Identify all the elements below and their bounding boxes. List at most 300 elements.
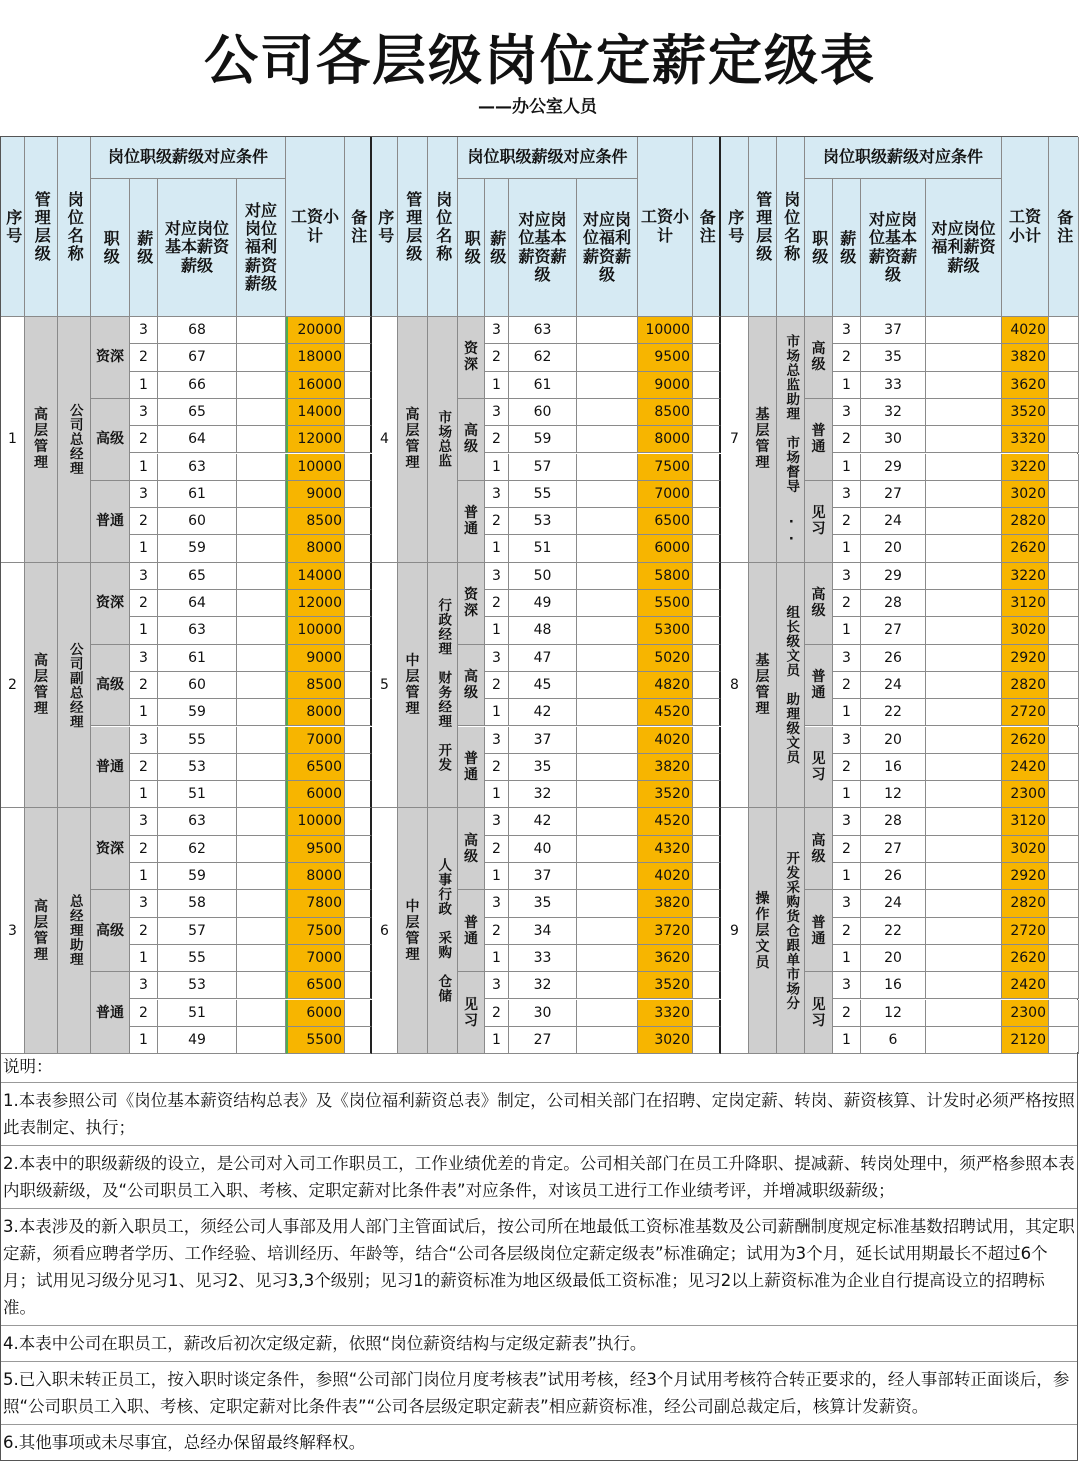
salary-cell: 2920 [1002, 863, 1049, 890]
grade-label: 资深 [458, 317, 485, 399]
welfare-grade-cell [577, 481, 638, 508]
step-cell: 1 [833, 863, 861, 890]
welfare-grade-cell [577, 508, 638, 535]
step-cell: 3 [130, 890, 158, 917]
grade-label: 高级 [458, 808, 485, 890]
note-cell [345, 535, 372, 562]
step-cell: 1 [833, 781, 861, 808]
base-grade-cell: 28 [861, 590, 926, 617]
note-cell [693, 972, 721, 999]
note-cell [1049, 808, 1079, 835]
step-cell: 3 [485, 890, 509, 917]
welfare-grade-cell [237, 808, 286, 835]
position-seq: 6 [372, 808, 398, 1054]
welfare-grade-cell [577, 617, 638, 644]
salary-cell: 4020 [1002, 317, 1049, 344]
base-grade-cell: 61 [158, 481, 237, 508]
welfare-grade-cell [926, 1000, 1002, 1027]
base-grade-cell: 24 [861, 508, 926, 535]
welfare-grade-cell [577, 344, 638, 371]
welfare-grade-cell [237, 672, 286, 699]
position-level: 高层管理 [25, 563, 58, 809]
base-grade-cell: 55 [158, 727, 237, 754]
salary-cell: 4820 [638, 672, 693, 699]
salary-cell: 3020 [638, 1027, 693, 1054]
base-grade-cell: 59 [158, 535, 237, 562]
welfare-grade-cell [577, 863, 638, 890]
grade-label: 见习 [458, 972, 485, 1054]
salary-cell: 2820 [1002, 672, 1049, 699]
salary-cell: 6000 [286, 781, 345, 808]
note-cell [1049, 563, 1079, 590]
base-grade-cell: 61 [509, 372, 577, 399]
step-cell: 1 [485, 945, 509, 972]
salary-cell: 2420 [1002, 972, 1049, 999]
note-cell [693, 617, 721, 644]
note-cell [345, 727, 372, 754]
salary-cell: 8000 [286, 699, 345, 726]
step-cell: 3 [833, 972, 861, 999]
step-cell: 1 [130, 699, 158, 726]
position-name: 行政经理 财务经理 开发 [428, 563, 458, 809]
position-name: 公司副总经理 [58, 563, 91, 809]
grade-label: 高级 [458, 399, 485, 481]
note-cell [345, 481, 372, 508]
base-grade-cell: 27 [509, 1027, 577, 1054]
welfare-grade-cell [237, 1000, 286, 1027]
step-cell: 3 [485, 972, 509, 999]
step-cell: 2 [485, 508, 509, 535]
salary-cell: 14000 [286, 399, 345, 426]
base-grade-cell: 30 [861, 426, 926, 453]
note-item-2: 2.本表中的职级薪级的设立，是公司对入司工作职员工，工作业绩优差的肯定。公司相关部门在员工升降职、提减薪、转岗处理中，须严格参照本表内职级薪级，及“公司职员工入职、考核、定职定薪对比条件表”对应条件，对该员工进行工作业绩考评，并增减职级薪级； [1, 1146, 1077, 1209]
grade-label: 资深 [91, 317, 130, 399]
step-cell: 3 [833, 481, 861, 508]
note-cell [1049, 672, 1079, 699]
note-cell [345, 454, 372, 481]
note-cell [1049, 426, 1079, 453]
note-cell [345, 1027, 372, 1054]
salary-cell: 8500 [638, 399, 693, 426]
note-cell [1049, 918, 1079, 945]
grade-label: 普通 [458, 890, 485, 972]
salary-cell: 9000 [638, 372, 693, 399]
salary-cell: 16000 [286, 372, 345, 399]
base-grade-cell: 27 [861, 836, 926, 863]
col-header-base: 对应岗位基本薪资薪级 [158, 179, 237, 317]
salary-cell: 14000 [286, 563, 345, 590]
grade-label: 见习 [805, 727, 833, 809]
step-cell: 2 [485, 590, 509, 617]
base-grade-cell: 37 [861, 317, 926, 344]
salary-cell: 5500 [638, 590, 693, 617]
salary-cell: 3820 [638, 890, 693, 917]
notes-label: 说明： [1, 1052, 1077, 1083]
salary-cell: 2620 [1002, 727, 1049, 754]
salary-grade-table [0, 136, 1078, 1052]
base-grade-cell: 60 [509, 399, 577, 426]
note-cell [345, 781, 372, 808]
note-cell [345, 563, 372, 590]
base-grade-cell: 57 [158, 918, 237, 945]
col-header-welfare: 对应岗位福利薪资薪级 [577, 179, 638, 317]
step-cell: 3 [130, 317, 158, 344]
note-cell [345, 317, 372, 344]
note-cell [1049, 1000, 1079, 1027]
salary-cell: 3620 [638, 945, 693, 972]
welfare-grade-cell [577, 426, 638, 453]
note-cell [693, 836, 721, 863]
welfare-grade-cell [926, 754, 1002, 781]
salary-cell: 8500 [286, 508, 345, 535]
position-name: 开发采购货仓跟单市场分 [777, 808, 805, 1054]
salary-cell: 3620 [1002, 372, 1049, 399]
grade-label: 资深 [91, 808, 130, 890]
col-header-note: 备注 [693, 137, 721, 317]
note-cell [1049, 481, 1079, 508]
base-grade-cell: 35 [509, 754, 577, 781]
welfare-grade-cell [237, 508, 286, 535]
welfare-grade-cell [577, 590, 638, 617]
salary-cell: 3020 [1002, 836, 1049, 863]
step-cell: 3 [485, 481, 509, 508]
salary-cell: 6500 [286, 972, 345, 999]
step-cell: 2 [130, 672, 158, 699]
base-grade-cell: 35 [509, 890, 577, 917]
note-cell [345, 372, 372, 399]
base-grade-cell: 27 [861, 481, 926, 508]
welfare-grade-cell [926, 1027, 1002, 1054]
base-grade-cell: 58 [158, 890, 237, 917]
welfare-grade-cell [577, 727, 638, 754]
note-cell [1049, 454, 1079, 481]
salary-cell: 3020 [1002, 481, 1049, 508]
welfare-grade-cell [926, 535, 1002, 562]
step-cell: 2 [130, 508, 158, 535]
step-cell: 1 [485, 1027, 509, 1054]
grade-label: 普通 [91, 481, 130, 563]
col-header-grade: 职级 [458, 179, 485, 317]
salary-cell: 3520 [638, 972, 693, 999]
salary-cell: 3220 [1002, 454, 1049, 481]
note-cell [693, 563, 721, 590]
step-cell: 2 [130, 590, 158, 617]
col-header-step: 薪级 [485, 179, 509, 317]
col-header-step: 薪级 [130, 179, 158, 317]
base-grade-cell: 22 [861, 918, 926, 945]
note-cell [693, 754, 721, 781]
salary-cell: 8000 [638, 426, 693, 453]
note-cell [345, 808, 372, 835]
grade-label: 普通 [458, 481, 485, 563]
note-item-1: 1.本表参照公司《岗位基本薪资结构总表》及《岗位福利薪资总表》制定，公司相关部门在招聘、定岗定薪、转岗、薪资核算、计发时必须严格按照此表制定、执行； [1, 1083, 1077, 1146]
step-cell: 3 [130, 972, 158, 999]
step-cell: 2 [130, 754, 158, 781]
step-cell: 1 [130, 781, 158, 808]
note-cell [693, 481, 721, 508]
position-seq: 2 [1, 563, 25, 809]
base-grade-cell: 62 [158, 836, 237, 863]
notes-section [0, 1052, 1078, 1461]
salary-cell: 7000 [286, 727, 345, 754]
step-cell: 1 [485, 372, 509, 399]
welfare-grade-cell [577, 808, 638, 835]
base-grade-cell: 32 [509, 781, 577, 808]
salary-cell: 4020 [638, 863, 693, 890]
note-cell [693, 808, 721, 835]
welfare-grade-cell [577, 399, 638, 426]
salary-cell: 5300 [638, 617, 693, 644]
grade-label: 高级 [91, 399, 130, 481]
welfare-grade-cell [926, 945, 1002, 972]
base-grade-cell: 12 [861, 781, 926, 808]
note-cell [345, 918, 372, 945]
note-cell [693, 399, 721, 426]
step-cell: 1 [833, 454, 861, 481]
salary-cell: 12000 [286, 426, 345, 453]
page-title: 公司各层级岗位定薪定级表 [204, 29, 876, 92]
welfare-grade-cell [926, 426, 1002, 453]
note-cell [345, 590, 372, 617]
welfare-grade-cell [926, 617, 1002, 644]
col-header-note: 备注 [345, 137, 372, 317]
step-cell: 3 [833, 808, 861, 835]
col-header-step: 薪级 [833, 179, 861, 317]
salary-cell: 5020 [638, 645, 693, 672]
col-header-base: 对应岗位基本薪资薪级 [861, 179, 926, 317]
welfare-grade-cell [926, 590, 1002, 617]
salary-cell: 7500 [638, 454, 693, 481]
welfare-grade-cell [577, 754, 638, 781]
step-cell: 3 [833, 399, 861, 426]
note-cell [345, 863, 372, 890]
step-cell: 2 [485, 426, 509, 453]
salary-cell: 12000 [286, 590, 345, 617]
col-header-base: 对应岗位基本薪资薪级 [509, 179, 577, 317]
step-cell: 3 [833, 727, 861, 754]
step-cell: 1 [130, 535, 158, 562]
position-seq: 8 [721, 563, 749, 809]
salary-cell: 3320 [1002, 426, 1049, 453]
salary-cell: 3820 [1002, 344, 1049, 371]
base-grade-cell: 61 [158, 645, 237, 672]
step-cell: 1 [485, 699, 509, 726]
welfare-grade-cell [926, 890, 1002, 917]
base-grade-cell: 57 [509, 454, 577, 481]
note-cell [693, 645, 721, 672]
col-header-post: 岗位名称 [58, 137, 91, 317]
note-cell [693, 1000, 721, 1027]
note-cell [1049, 754, 1079, 781]
grade-label: 高级 [805, 563, 833, 645]
welfare-grade-cell [577, 945, 638, 972]
position-level: 高层管理 [25, 317, 58, 563]
position-name: 市场总监 [428, 317, 458, 563]
step-cell: 3 [485, 563, 509, 590]
salary-cell: 6000 [286, 1000, 345, 1027]
step-cell: 2 [485, 344, 509, 371]
note-cell [345, 1000, 372, 1027]
step-cell: 1 [833, 1027, 861, 1054]
welfare-grade-cell [926, 863, 1002, 890]
welfare-grade-cell [577, 918, 638, 945]
base-grade-cell: 32 [861, 399, 926, 426]
grade-label: 普通 [805, 890, 833, 972]
grade-label: 见习 [805, 481, 833, 563]
salary-cell: 7500 [286, 918, 345, 945]
step-cell: 2 [485, 672, 509, 699]
salary-cell: 6000 [638, 535, 693, 562]
base-grade-cell: 48 [509, 617, 577, 644]
base-grade-cell: 35 [861, 344, 926, 371]
note-cell [693, 918, 721, 945]
note-cell [693, 508, 721, 535]
step-cell: 2 [833, 590, 861, 617]
position-name: 组长级文员 助理级文员 [777, 563, 805, 809]
note-item-4: 4.本表中公司在职员工，薪改后初次定级定薪，依照“岗位薪资结构与定级定薪表”执行。 [1, 1326, 1077, 1362]
welfare-grade-cell [237, 1027, 286, 1054]
welfare-grade-cell [577, 972, 638, 999]
welfare-grade-cell [577, 454, 638, 481]
welfare-grade-cell [577, 672, 638, 699]
welfare-grade-cell [577, 890, 638, 917]
base-grade-cell: 29 [861, 563, 926, 590]
step-cell: 2 [130, 344, 158, 371]
salary-cell: 3720 [638, 918, 693, 945]
col-header-level: 管理层级 [749, 137, 777, 317]
note-cell [693, 727, 721, 754]
base-grade-cell: 37 [509, 863, 577, 890]
welfare-grade-cell [577, 372, 638, 399]
note-cell [345, 672, 372, 699]
note-cell [1049, 344, 1079, 371]
welfare-grade-cell [237, 617, 286, 644]
note-cell [1049, 645, 1079, 672]
col-header-salary: 工资小计 [638, 137, 693, 317]
salary-cell: 2620 [1002, 535, 1049, 562]
note-cell [693, 426, 721, 453]
note-cell [693, 590, 721, 617]
welfare-grade-cell [577, 1000, 638, 1027]
step-cell: 3 [485, 727, 509, 754]
base-grade-cell: 65 [158, 563, 237, 590]
position-seq: 4 [372, 317, 398, 563]
salary-cell: 7000 [286, 945, 345, 972]
col-header-conditions: 岗位职级薪级对应条件 [91, 137, 286, 179]
note-cell [1049, 890, 1079, 917]
note-cell [1049, 863, 1079, 890]
note-cell [1049, 1027, 1079, 1054]
grade-label: 普通 [805, 645, 833, 727]
base-grade-cell: 33 [861, 372, 926, 399]
welfare-grade-cell [926, 836, 1002, 863]
salary-cell: 7000 [638, 481, 693, 508]
base-grade-cell: 59 [158, 863, 237, 890]
step-cell: 1 [485, 535, 509, 562]
salary-cell: 3120 [1002, 590, 1049, 617]
base-grade-cell: 64 [158, 590, 237, 617]
note-cell [345, 945, 372, 972]
base-grade-cell: 32 [509, 972, 577, 999]
welfare-grade-cell [237, 481, 286, 508]
base-grade-cell: 12 [861, 1000, 926, 1027]
note-cell [1049, 372, 1079, 399]
salary-cell: 6500 [638, 508, 693, 535]
base-grade-cell: 51 [158, 781, 237, 808]
salary-cell: 8000 [286, 535, 345, 562]
base-grade-cell: 63 [158, 617, 237, 644]
welfare-grade-cell [237, 863, 286, 890]
welfare-grade-cell [237, 836, 286, 863]
note-cell [345, 972, 372, 999]
note-cell [693, 372, 721, 399]
grade-label: 高级 [458, 645, 485, 727]
base-grade-cell: 51 [158, 1000, 237, 1027]
salary-cell: 2120 [1002, 1027, 1049, 1054]
step-cell: 2 [833, 672, 861, 699]
step-cell: 2 [130, 918, 158, 945]
salary-cell: 2300 [1002, 1000, 1049, 1027]
step-cell: 2 [833, 344, 861, 371]
step-cell: 1 [485, 863, 509, 890]
base-grade-cell: 37 [509, 727, 577, 754]
grade-label: 见习 [805, 972, 833, 1054]
step-cell: 2 [833, 1000, 861, 1027]
step-cell: 2 [833, 918, 861, 945]
welfare-grade-cell [237, 727, 286, 754]
step-cell: 2 [833, 836, 861, 863]
step-cell: 3 [485, 645, 509, 672]
note-cell [693, 454, 721, 481]
position-name: 总经理助理 [58, 808, 91, 1054]
salary-cell: 4020 [638, 727, 693, 754]
note-cell [345, 508, 372, 535]
note-cell [1049, 508, 1079, 535]
salary-cell: 7800 [286, 890, 345, 917]
step-cell: 3 [130, 727, 158, 754]
grade-label: 资深 [458, 563, 485, 645]
welfare-grade-cell [237, 945, 286, 972]
note-cell [345, 890, 372, 917]
position-level: 高层管理 [398, 317, 428, 563]
col-header-seq: 序号 [1, 137, 25, 317]
note-cell [693, 672, 721, 699]
step-cell: 2 [833, 426, 861, 453]
position-level: 基层管理 [749, 563, 777, 809]
salary-cell: 2720 [1002, 699, 1049, 726]
note-item-5: 5.已入职未转正员工，按入职时谈定条件，参照“公司部门岗位月度考核表”试用考核，经3个月试用考核符合转正要求的，经人事部转正面谈后，参照“公司职员工入职、考核、定职定薪对比条件表”“公司各层级定职定薪表”相应薪资标准，经公司副总裁定后，核算计发薪资。 [1, 1362, 1077, 1425]
welfare-grade-cell [577, 645, 638, 672]
base-grade-cell: 68 [158, 317, 237, 344]
salary-cell: 5800 [638, 563, 693, 590]
note-cell [1049, 399, 1079, 426]
note-cell [1049, 972, 1079, 999]
base-grade-cell: 55 [158, 945, 237, 972]
position-seq: 5 [372, 563, 398, 809]
step-cell: 3 [130, 481, 158, 508]
base-grade-cell: 28 [861, 808, 926, 835]
salary-cell: 18000 [286, 344, 345, 371]
col-header-level: 管理层级 [398, 137, 428, 317]
note-cell [693, 535, 721, 562]
salary-cell: 8000 [286, 863, 345, 890]
col-header-grade: 职级 [805, 179, 833, 317]
grade-label: 高级 [805, 317, 833, 399]
base-grade-cell: 60 [158, 672, 237, 699]
position-level: 操作层文员 [749, 808, 777, 1054]
step-cell: 1 [130, 617, 158, 644]
welfare-grade-cell [237, 890, 286, 917]
